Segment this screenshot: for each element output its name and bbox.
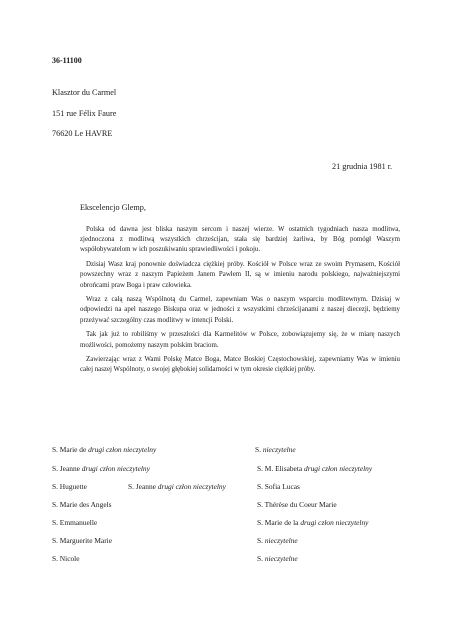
signature [52, 554, 80, 563]
paragraph: Wraz z całą naszą Wspólnotą du Carmel, zapewniam Was o naszym wsparciu modlitewnym. Dzisiaj w odpowiedzi na apel naszego Biskupa oraz w jedności z wszystkimi chrześcijanami z naszej diecezji, będziemy przeżywać szczególny czas modlitwy w intencji Polski. [80, 296, 400, 324]
reference-number: 36-11100 [52, 56, 82, 65]
signature-name: S. [255, 445, 263, 454]
paragraph: Dzisiaj Wasz kraj ponownie doświadcza ciężkiej próby. Kościół w Polsce wraz ze swoim Prymasem, Kościół powszechny wraz z naszym Papieżem Janem Pawłem II, są w imieniu narodu polskiego, najważniejszymi obrońcami praw Boga i praw człowieka. [80, 261, 400, 289]
signature-note: drugi człon nieczytelny [300, 518, 369, 527]
paragraph: Zawierzając wraz z Wami Polskę Matce Boga, Matce Boskiej Częstochowskiej, zapewniamy Was w imieniu całej naszej Wspólnoty, o swojej głębokiej solidarności w tym okresie ciężkiej próby. [80, 356, 400, 374]
signature [255, 445, 296, 454]
salutation: Ekscelencjo Glemp, [80, 203, 146, 212]
signature [257, 500, 337, 509]
signature [257, 464, 372, 473]
signature-name: S. [257, 536, 265, 545]
signature [52, 445, 156, 454]
signature-note: drugi człon nieczytelny [81, 464, 150, 473]
signature [52, 536, 112, 545]
signature [257, 518, 368, 527]
signature-name: S. Marie de [52, 445, 89, 454]
signature-note: nieczytelne [262, 445, 296, 454]
signature-note: drugi człon nieczytelny [88, 445, 157, 454]
signature [52, 464, 150, 473]
letter-body [80, 225, 400, 380]
letter-date: 21 grudnia 1981 r. [332, 162, 393, 171]
signature-name: S. Nicole [52, 554, 80, 563]
signature-name: S. Huguette [52, 482, 87, 491]
signature-note: drugi człon nieczytelny [157, 482, 226, 491]
signature [52, 500, 112, 509]
signature-name: S. Marguerite Marie [52, 536, 112, 545]
signature-name: S. [257, 554, 265, 563]
signature-note: nieczytelne [264, 554, 298, 563]
signature [52, 482, 87, 491]
signature [257, 554, 298, 563]
signature [257, 536, 298, 545]
signature [257, 482, 300, 491]
signature-name: S. Emmanuelle [52, 518, 98, 527]
signature [52, 518, 97, 527]
signature-name: S. Sofia Lucas [257, 482, 300, 491]
address-line-2: 151 rue Félix Faure [52, 109, 117, 118]
address-line-3: 76620 Le HAVRE [52, 129, 113, 138]
paragraph: Polska od dawna jest bliska naszym sercom i naszej wierze. W ostatnich tygodniach nasza modlitwa, zjednoczona z modlitwą wszystkich chrześcijan, stała się bardziej żarliwa, by Bóg pomógł Waszym współobywatelom w ich poszukiwaniu sprawiedliwości i pokoju. [80, 226, 400, 254]
address-line-1: Klasztor du Carmel [52, 88, 117, 97]
signature-note: drugi człon nieczytelny [304, 464, 373, 473]
signature-name: S. M. Elisabeta [257, 464, 305, 473]
signature-name: S. Marie des Angels [52, 500, 112, 509]
signature-name: S. Marie de la [257, 518, 301, 527]
signature-name: S. Thérèse du Coeur Marie [257, 500, 337, 509]
signature-name: S. Jeanne [52, 464, 82, 473]
signature [128, 482, 226, 491]
paragraph: Tak jak już to robiliśmy w przeszłości dla Karmelitów w Polsce, zobowiązujemy się, że w miarę naszych możliwości, pomożemy naszym polskim braciom. [80, 331, 400, 349]
signature-name: S. Jeanne [128, 482, 158, 491]
signature-note: nieczytelne [264, 536, 298, 545]
